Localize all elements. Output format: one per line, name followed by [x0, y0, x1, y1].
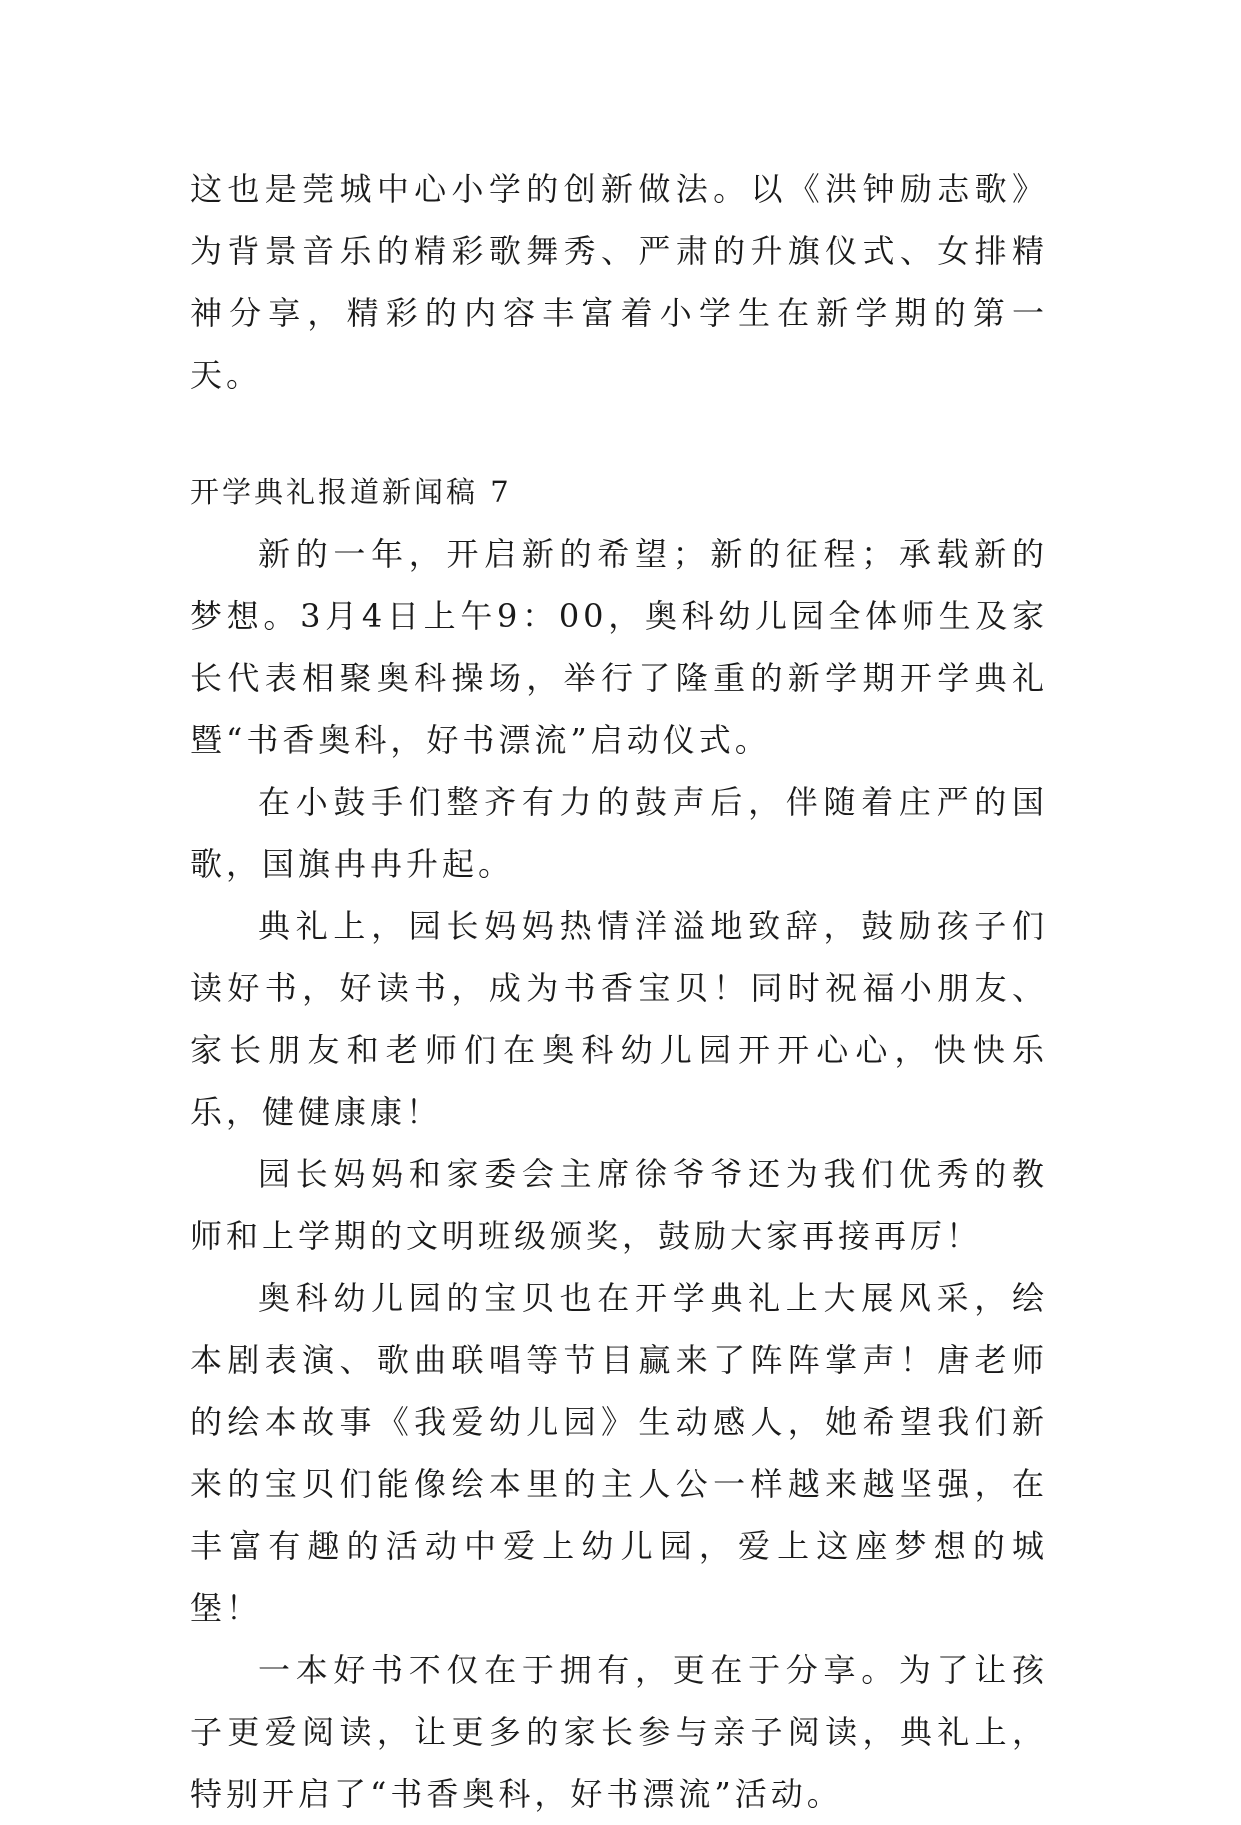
- document-body: [190, 158, 1048, 1825]
- paragraph-6: 一本好书不仅在于拥有，更在于分享。为了让孩子更爱阅读，让更多的家长参与亲子阅读，典礼上，特别开启了“书香奥科，好书漂流”活动。: [190, 1651, 1048, 1813]
- paragraph-4: 园长妈妈和家委会主席徐爷爷还为我们优秀的教师和上学期的文明班级颁奖，鼓励大家再接再厉！: [190, 1155, 1048, 1255]
- paragraph-3: 典礼上，园长妈妈热情洋溢地致辞，鼓励孩子们读好书，好读书，成为书香宝贝！同时祝福小朋友、家长朋友和老师们在奥科幼儿园开开心心，快快乐乐，健健康康！: [190, 907, 1048, 1131]
- section-title: 开学典礼报道新闻稿 7: [190, 475, 512, 509]
- paragraph-2: 在小鼓手们整齐有力的鼓声后，伴随着庄严的国歌，国旗冉冉升起。: [190, 783, 1048, 883]
- paragraph-1: 新的一年，开启新的希望；新的征程；承载新的梦想。3月4日上午9：00，奥科幼儿园全体师生及家长代表相聚奥科操场，举行了隆重的新学期开学典礼暨“书香奥科，好书漂流”启动仪式。: [190, 535, 1048, 759]
- paragraph-5: 奥科幼儿园的宝贝也在开学典礼上大展风采，绘本剧表演、歌曲联唱等节目赢来了阵阵掌声！唐老师的绘本故事《我爱幼儿园》生动感人，她希望我们新来的宝贝们能像绘本里的主人公一样越来越坚强，在丰富有趣的活动中爱上幼儿园，爱上这座梦想的城堡！: [190, 1279, 1048, 1627]
- intro-paragraph: 这也是莞城中心小学的创新做法。以《洪钟励志歌》为背景音乐的精彩歌舞秀、严肃的升旗仪式、女排精神分享，精彩的内容丰富着小学生在新学期的第一天。: [190, 170, 1048, 394]
